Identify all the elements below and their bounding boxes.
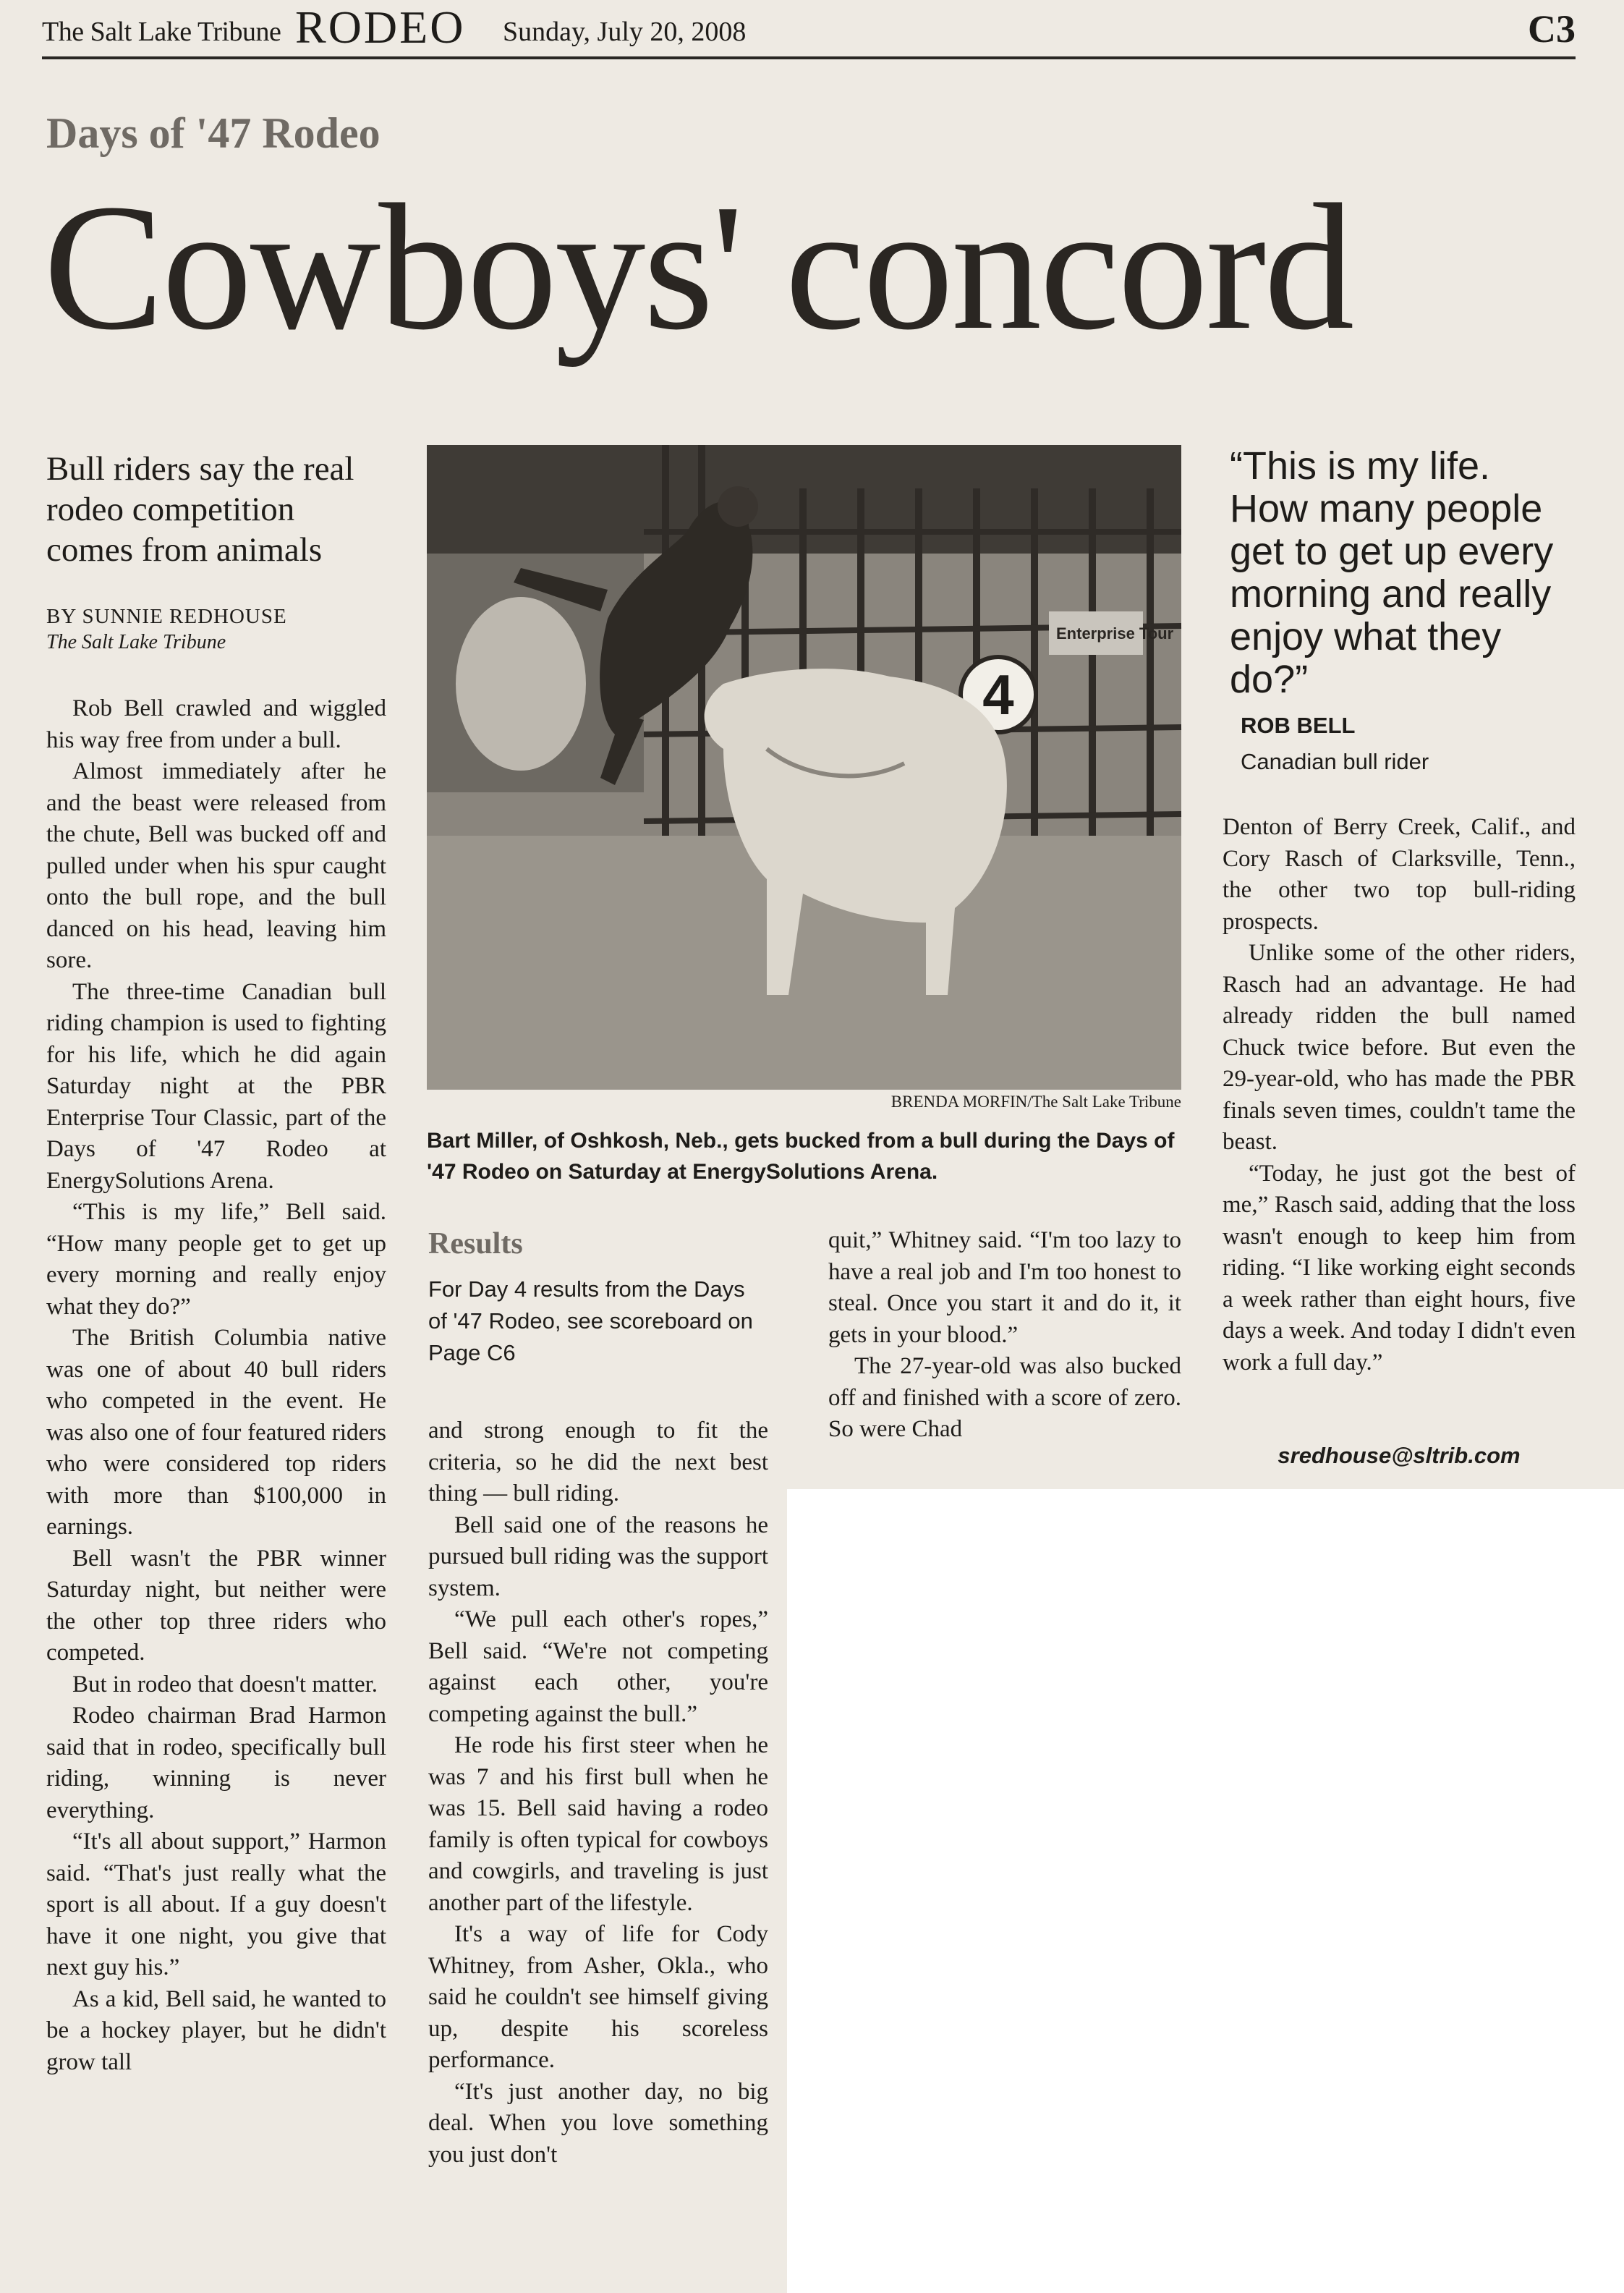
article-column-1 [46, 693, 386, 2078]
author-email: sredhouse@sltrib.com [1277, 1443, 1521, 1468]
paragraph: “This is my life,” Bell said. “How many people get to get up every morning and really enjoy what they do?” [46, 1199, 386, 1320]
photo-caption: Bart Miller, of Oshkosh, Neb., gets bucked from a bull during the Days of '47 Rodeo on Saturday at EnergySolutions Arena. [427, 1129, 1175, 1184]
article-column-3 [828, 1225, 1181, 1446]
pull-quote: “This is my life. How many people get to get up every morning and really enjoy what they do?” [1230, 444, 1554, 701]
paragraph: “We pull each other's ropes,” Bell said. “We're not competing against each other, you're competing against the bull.” [428, 1606, 768, 1727]
masthead-section: RODEO [295, 1, 466, 53]
article-column-4 [1223, 812, 1576, 1378]
paragraph: It's a way of life for Cody Whitney, from Asher, Okla., who said he couldn't see himself giving up, despite his scoreless performance. [428, 1921, 768, 2073]
paragraph: Bell said one of the reasons he pursued bull riding was the support system. [428, 1512, 768, 1601]
paragraph: “It's just another day, no big deal. When you love something you just don't [428, 2078, 768, 2168]
paragraph: quit,” Whitney said. “I'm too lazy to have a real job and I'm too honest to steal. Once you start it and do it, it gets in your blood.” [828, 1227, 1181, 1348]
masthead-rule [42, 56, 1576, 59]
article-column-2 [428, 1415, 768, 2171]
paragraph: “It's all about support,” Harmon said. “That's just really what the sport is all about. If a guy doesn't have it one night, you give that next guy his.” [46, 1828, 386, 1980]
paragraph: Denton of Berry Creek, Calif., and Cory Rasch of Clarksville, Tenn., the other two top bull-riding prospects. [1223, 814, 1576, 935]
results-text: For Day 4 results from the Days of '47 Rodeo, see scoreboard on Page C6 [428, 1276, 753, 1365]
paragraph: Almost immediately after he and the beast were released from the chute, Bell was bucked off and pulled under when his spur caught onto the bull rope, and the bull danced on his head, leaving him sore. [46, 758, 386, 973]
paragraph: Rob Bell crawled and wiggled his way free from under a bull. [46, 695, 386, 753]
headline: Cowboys' concord [43, 167, 1353, 368]
byline: BY SUNNIE REDHOUSE [46, 605, 287, 628]
photo-banner: Enterprise Tour [1056, 624, 1174, 643]
masthead-page-number: C3 [1528, 7, 1576, 51]
kicker: Days of '47 Rodeo [46, 109, 381, 157]
paragraph: The British Columbia native was one of about 40 bull riders who competed in the event. He was also one of four featured riders who were considered top riders with more than $100,000 in earnings. [46, 1325, 386, 1540]
photo-number-sign: 4 [982, 663, 1014, 726]
paragraph: Bell wasn't the PBR winner Saturday night, but neither were the other top three riders who competed. [46, 1545, 386, 1666]
paragraph: Rodeo chairman Brad Harmon said that in rodeo, specifically bull riding, winning is never everything. [46, 1703, 386, 1823]
masthead-date: Sunday, July 20, 2008 [503, 17, 747, 47]
paragraph: The 27-year-old was also bucked off and finished with a score of zero. So were Chad [828, 1353, 1181, 1442]
paragraph: As a kid, Bell said, he wanted to be a hockey player, but he didn't grow tall [46, 1985, 386, 2075]
paragraph: Unlike some of the other riders, Rasch had an advantage. He had already ridden the bull named Chuck twice before. But even the 29-year-old, who has made the PBR finals seven times, couldn't tame the beast. [1223, 940, 1576, 1155]
news-photo-bull-rider [427, 445, 1181, 1090]
deck: Bull riders say the real rodeo competition comes from animals [46, 450, 354, 569]
pull-quote-role: Canadian bull rider [1241, 749, 1429, 774]
paragraph: But in rodeo that doesn't matter. [72, 1671, 378, 1698]
paragraph: “Today, he just got the best of me,” Rasch said, adding that the loss wasn't enough to keep him from riding. “I like working eight seconds a week rather than eight hours, five days a week. And today I didn't even work a full day.” [1223, 1160, 1576, 1376]
masthead [0, 0, 1624, 58]
paragraph: He rode his first steer when he was 7 and his first bull when he was 15. Bell said having a rodeo family is often typical for cowboys and cowgirls, and traveling is just another part of the lifestyle. [428, 1732, 768, 1916]
paragraph: The three-time Canadian bull riding champion is used to fighting for his life, which he did again Saturday night at the PBR Enterprise Tour Classic, part of the Days of '47 Rodeo at EnergySolutions Arena. [46, 978, 386, 1194]
masthead-paper-name: The Salt Lake Tribune [42, 17, 281, 47]
byline-affiliation: The Salt Lake Tribune [46, 631, 226, 653]
results-heading: Results [428, 1227, 523, 1260]
photo-credit: BRENDA MORFIN/The Salt Lake Tribune [890, 1093, 1181, 1111]
pull-quote-name: ROB BELL [1241, 713, 1356, 738]
paragraph: and strong enough to fit the criteria, so he did the next best thing — bull riding. [428, 1417, 768, 1506]
